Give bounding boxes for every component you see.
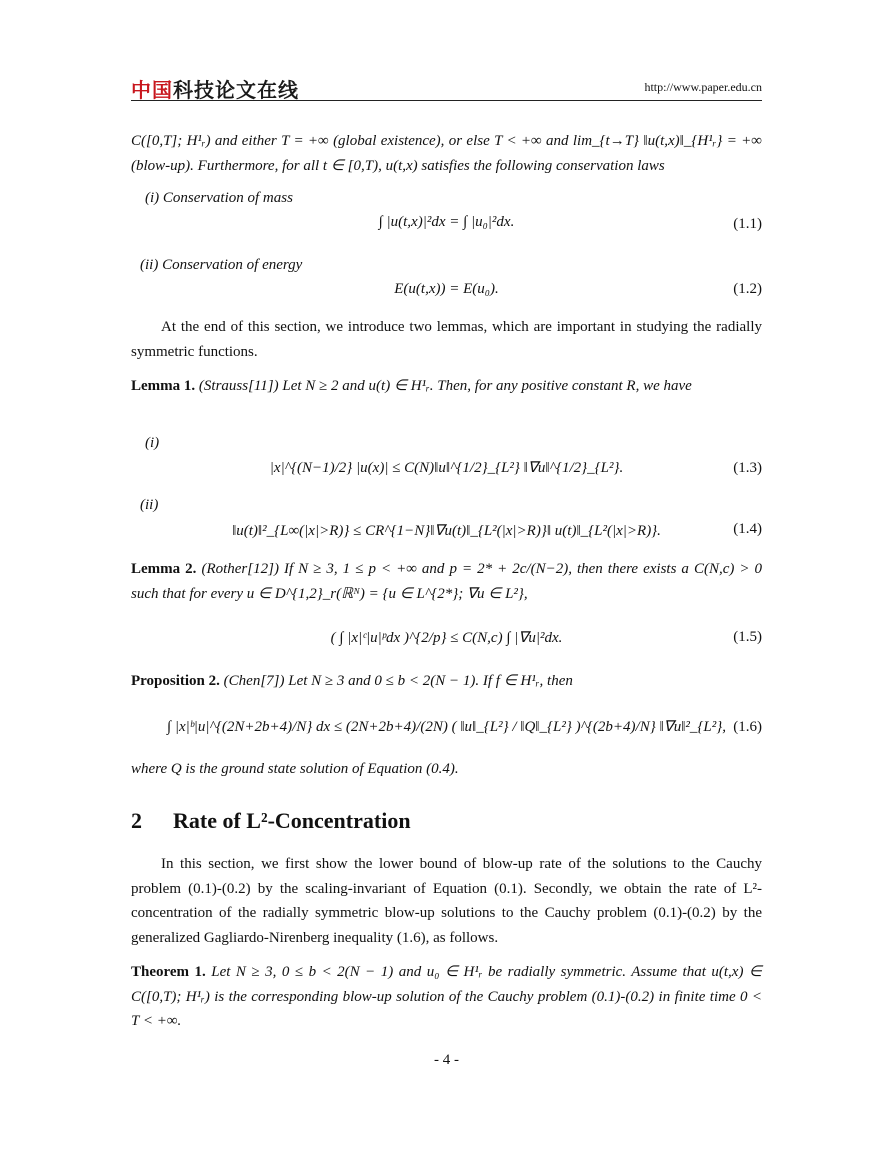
section-heading [131,808,411,834]
theorem-1-label: Theorem 1. [131,964,206,980]
lemma-1-label: Lemma 1. [131,378,196,394]
theorem-1-text: Let N ≥ 3, 0 ≤ b < 2(N − 1) and u₀ ∈ H¹ᵣ be radially symmetric. Assume that u(t,x) ∈ C([0,T); H¹ᵣ) is the corresponding blow-up solution of the Cauchy problem (0.1)-(0.2) in finite time 0 < T < +∞. [131,964,763,1029]
equation-number-1-5: (1.5) [733,629,762,645]
section-number: 2 [131,808,142,833]
page-header [131,70,762,101]
proposition-2-label: Proposition 2. [131,673,220,689]
lemma-1-item-i: (i) [145,435,160,451]
proposition-2 [131,669,762,694]
header-url[interactable]: http://www.paper.edu.cn [644,80,762,94]
lemma-1 [131,374,762,399]
lemma-1-item-ii: (ii) [140,497,159,513]
equation-1-4: ‖u(t)‖²_{L∞(|x|>R)} ≤ CR^{1−N}‖∇u(t)‖_{L²(|x|>R)}‖ u(t)‖_{L²(|x|>R)}. [232,523,661,539]
equation-1-5: ( ∫ |x|ᶜ|u|ᵖdx )^{2/p} ≤ C(N,c) ∫ |∇u|²dx. [330,630,563,646]
logo-red-text: 中国 [131,78,173,102]
lemma-2 [131,557,762,606]
equation-number-1-3: (1.3) [733,460,762,476]
item-conservation-energy: (ii) Conservation of energy [140,257,303,273]
equation-1-3: |x|^{(N−1)/2} |u(x)| ≤ C(N)‖u‖^{1/2}_{L²} ‖∇u‖^{1/2}_{L²}. [269,460,624,476]
item-conservation-mass: (i) Conservation of mass [145,190,293,206]
proposition-2-text: (Chen[7]) Let N ≥ 3 and 0 ≤ b < 2(N − 1). If f ∈ H¹ᵣ, then [223,673,573,689]
section-title: Rate of L²-Concentration [173,808,411,833]
equation-1-1: ∫ |u(t,x)|²dx = ∫ |u₀|²dx. [378,214,515,230]
lemma-2-label: Lemma 2. [131,561,197,577]
paragraph-top-text: C([0,T]; H¹ᵣ) and either T = +∞ (global existence), or else T < +∞ and lim_{t→T} ‖u(t,x)‖_{H¹ᵣ} = +∞ (blow-up). Furthermore, for all t ∈ [0,T), u(t,x) satisfies the following conservation laws [131,133,762,174]
paragraph-lemmas-intro: At the end of this section, we introduce two lemmas, which are important in studying the radially symmetric functions. [131,319,762,360]
lemma-2-text: (Rother[12]) If N ≥ 3, 1 ≤ p < +∞ and p = 2* + 2c/(N−2), then there exists a C(N,c) > 0 such that for every u ∈ D^{1,2}_r(ℝᴺ) = {u ∈ L^{2*}; ∇u ∈ L²}, [131,561,763,602]
equation-1-2: E(u(t,x)) = E(u₀). [394,281,499,297]
paragraph-top [131,129,762,178]
where-q-text: where Q is the ground state solution of Equation (0.4). [131,761,459,777]
equation-number-1-6: (1.6) [733,719,762,735]
page-number: - 4 - [434,1052,459,1068]
journal-logo [131,74,299,103]
lemma-1-text: (Strauss[11]) Let N ≥ 2 and u(t) ∈ H¹ᵣ. Then, for any positive constant R, we have [198,378,692,394]
equation-number-1-4: (1.4) [733,521,762,537]
equation-number-1-1: (1.1) [733,216,762,232]
logo-black-text: 科技论文在线 [173,78,299,102]
paragraph-section-intro: In this section, we first show the lower bound of blow-up rate of the solutions to the Cauchy problem (0.1)-(0.2) by the scaling-invariant of Equation (0.1). Secondly, we obtain the rate of L²-concentration of the radially symmetric blow-up solutions to the Cauchy problem (0.1)-(0.2) by the generalized Gagliardo-Nirenberg inequality (1.6), as follows. [131,856,762,946]
equation-1-6: ∫ |x|ᵇ|u|^{(2N+2b+4)/N} dx ≤ (2N+2b+4)/(2N) ( ‖u‖_{L²} / ‖Q‖_{L²} )^{(2b+4)/N} ‖∇u‖²_{L²}, [167,719,726,735]
theorem-1 [131,960,762,1034]
equation-number-1-2: (1.2) [733,281,762,297]
